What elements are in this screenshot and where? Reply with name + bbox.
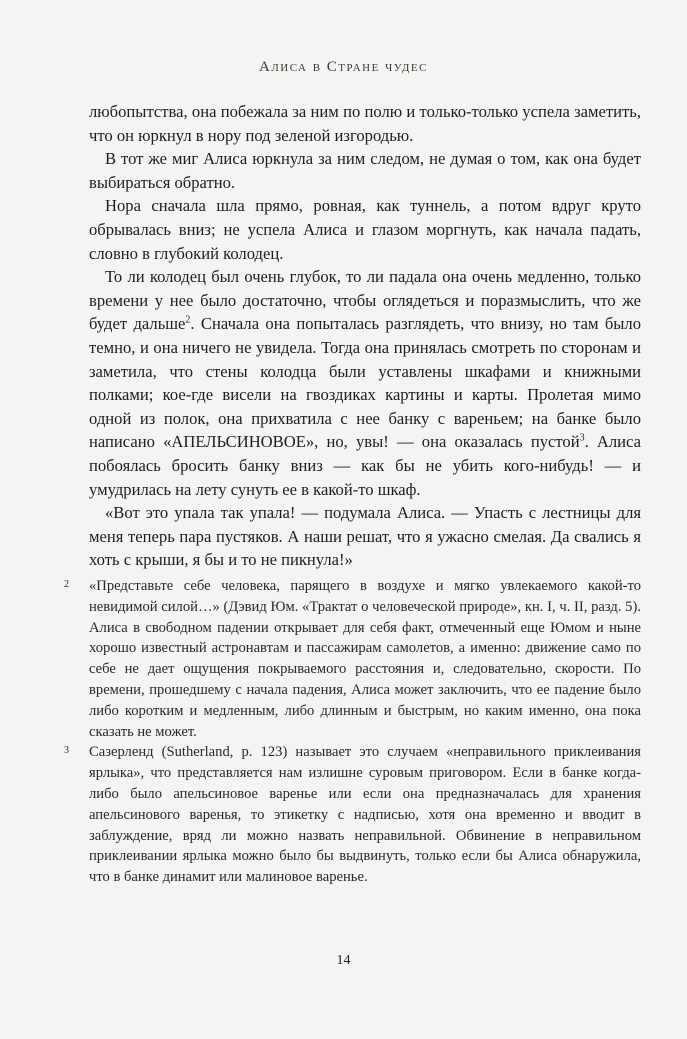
footnote	[64, 576, 641, 742]
paragraph-text: . Алиса побоялась бросить банку вниз — как бы не убить кого-нибудь! — и умудрилась на лету сунуть ее в какой-то шкаф.	[89, 432, 641, 499]
main-text	[89, 100, 641, 572]
paragraph: Нора сначала шла прямо, ровная, как туннель, а потом вдруг круто обрывалась вниз; не успела Алиса и глазом моргнуть, как начала падать, словно в глубокий колодец.	[89, 196, 641, 263]
footnote-ref-3[interactable]: 3	[579, 432, 585, 444]
footnote-text: Сазерленд (Sutherland, p. 123) называет это случаем «неправильного приклеивания ярлыка», что представляется нам излишне суровым приговором. Если в банке когда-либо было апельсиновое варенье или если она предназначалась для хранения апельсинового варенья, то этикетку с надписью, хотя она временно и вводит в заблуждение, вряд ли можно назвать неправильной. Обвинение в неправильном приклеивании ярлыка можно было бы выдвинуть, только если бы Алиса обнаружила, что в банке динамит или малиновое варенье.	[89, 744, 641, 886]
footnote-mark: 3	[64, 745, 69, 757]
paragraph-continued: любопытства, она побежала за ним по полю и только-только успела заметить, что он юркнул в нору под зеленой изгородью.	[89, 102, 641, 145]
footnote-mark: 2	[64, 579, 69, 590]
paragraph-text: То ли колодец был очень глубок, то ли падала она очень медленно, только времени у нее было достаточно, чтобы оглядеться и поразмыслить, что же будет дальше	[89, 267, 641, 334]
page-number: 14	[336, 953, 351, 968]
footnote-text: «Представьте себе человека, парящего в воздухе и мягко увлекаемого какой-то невидимой силой…» (Дэвид Юм. «Трактат о человеческой природе», кн. I, ч. II, разд. 5). Алиса в свободном падении открывает для себя факт, отмеченный еще Юмом и ныне хорошо известный астронавтам и пассажирам самолетов, а именно: движение само по себе не дает ощущения покрываемого расстояния и, следовательно, скорости. По времени, прошедшему с начала падения, Алиса может заключить, что ее падение было либо коротким и медленным, либо длинным и быстрым, но каким именно, она пока сказать не может.	[89, 578, 641, 740]
paragraph-text: . Сначала она попыталась разглядеть, что внизу, но там было темно, и она ничего не увидела. Тогда она принялась смотреть по сторонам и заметила, что стены колодца были уставлены шкафами и книжными полками; кое-где висели на гвоздиках картины и карты. Пролетая мимо одной из полок, она прихватила с нее банку с вареньем; на банке было написано «АПЕЛЬСИНОВОЕ», но, увы! — она оказалась пустой	[89, 314, 641, 452]
paragraph: «Вот это упала так упала! — подумала Алиса. — Упасть с лестницы для меня теперь пара пустяков. А наши решат, что я ужасно смелая. Да свались я хоть с крыши, я бы и то не пикнула!»	[89, 503, 641, 570]
paragraph-with-notes	[89, 265, 641, 501]
paragraph: В тот же миг Алиса юркнула за ним следом, не думая о том, как она будет выбираться обратно.	[89, 149, 641, 192]
footnote-ref-2[interactable]: 2	[185, 314, 191, 326]
running-head: Алиса в Стране чудес	[259, 59, 428, 75]
footnote	[64, 742, 641, 888]
footnotes	[64, 576, 641, 888]
